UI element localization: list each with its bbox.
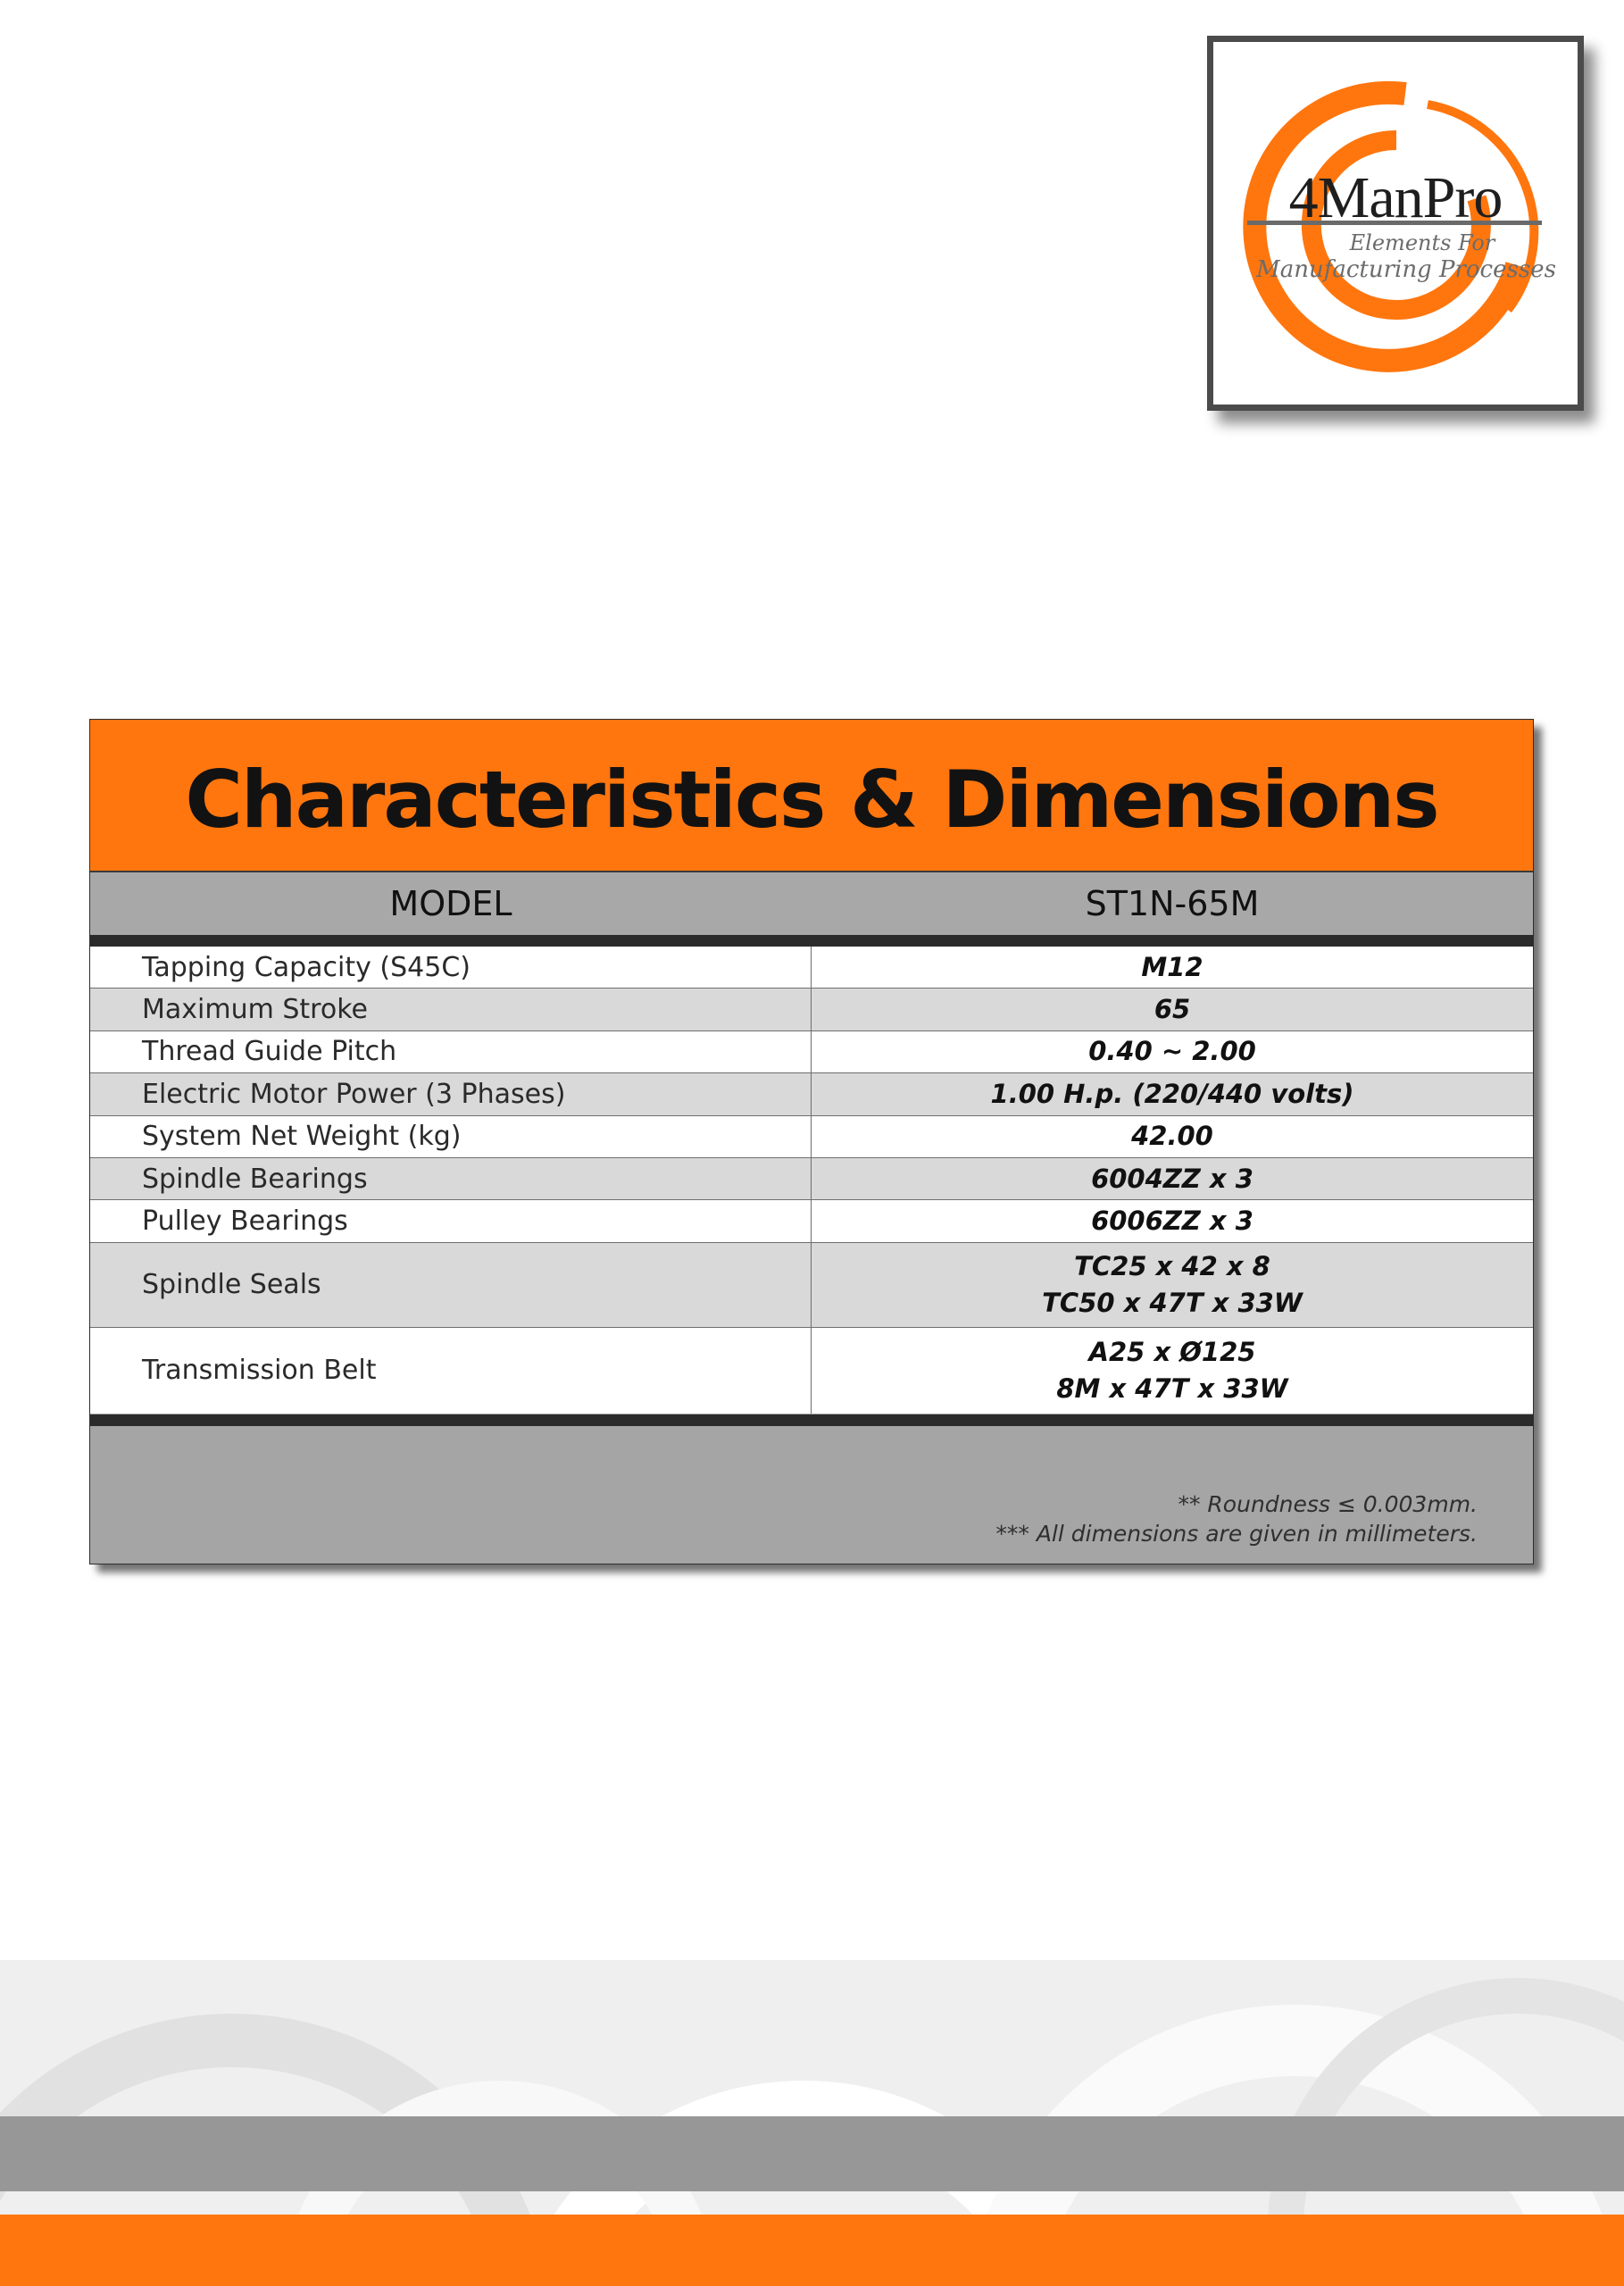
table-row bbox=[90, 1158, 1533, 1200]
spec-value: 1.00 H.p. (220/440 volts) bbox=[990, 1078, 1354, 1109]
spec-value: M12 bbox=[1141, 951, 1203, 982]
model-header-row bbox=[90, 872, 1533, 935]
table-row bbox=[90, 1328, 1533, 1414]
divider bbox=[90, 1414, 1533, 1426]
spec-label: Thread Guide Pitch bbox=[90, 1031, 812, 1072]
spec-value-line: TC25 x 42 x 8 bbox=[1074, 1250, 1270, 1281]
spec-label: Spindle Bearings bbox=[90, 1158, 812, 1199]
spec-label: System Net Weight (kg) bbox=[90, 1116, 812, 1157]
model-header-value: ST1N-65M bbox=[1085, 884, 1260, 923]
divider bbox=[90, 935, 1533, 947]
footer-orange-band bbox=[0, 2215, 1624, 2286]
footnote: ** Roundness ≤ 0.003mm. bbox=[1178, 1491, 1478, 1517]
table-row bbox=[90, 989, 1533, 1030]
table-row bbox=[90, 947, 1533, 989]
logo-tagline-2: Manufacturing Processes bbox=[1256, 256, 1556, 283]
company-logo bbox=[1207, 36, 1584, 411]
table-row bbox=[90, 1031, 1533, 1073]
spec-value-line: TC50 x 47T x 33W bbox=[1042, 1287, 1303, 1318]
specifications-panel bbox=[89, 719, 1534, 1564]
spec-table bbox=[90, 947, 1533, 1414]
table-row bbox=[90, 1073, 1533, 1115]
table-row bbox=[90, 1243, 1533, 1329]
spec-value: 0.40 ~ 2.00 bbox=[1088, 1036, 1256, 1067]
spec-value: 65 bbox=[1153, 994, 1191, 1025]
spec-label: Spindle Seals bbox=[90, 1243, 812, 1328]
spec-value bbox=[812, 1328, 1533, 1414]
spec-value bbox=[812, 1243, 1533, 1328]
logo-wordmark: 4ManPro bbox=[1288, 165, 1503, 230]
spec-label: Electric Motor Power (3 Phases) bbox=[90, 1073, 812, 1114]
spec-value-line: 8M x 47T x 33W bbox=[1056, 1372, 1288, 1404]
spec-value-line: A25 x Ø125 bbox=[1088, 1336, 1256, 1367]
footnote: *** All dimensions are given in millimeters. bbox=[995, 1521, 1478, 1547]
table-row bbox=[90, 1200, 1533, 1242]
table-row bbox=[90, 1116, 1533, 1158]
spec-label: Pulley Bearings bbox=[90, 1200, 812, 1241]
model-header-label: MODEL bbox=[389, 884, 512, 923]
spec-label: Tapping Capacity (S45C) bbox=[90, 947, 812, 988]
panel-header bbox=[90, 720, 1533, 872]
spec-value: 6006ZZ x 3 bbox=[1091, 1206, 1253, 1237]
footnotes bbox=[995, 1489, 1478, 1548]
logo-tagline-1: Elements For bbox=[1349, 230, 1495, 255]
footer-grey-band bbox=[0, 2116, 1624, 2191]
spec-value: 6004ZZ x 3 bbox=[1091, 1163, 1253, 1194]
spec-label: Transmission Belt bbox=[90, 1328, 812, 1414]
page-title: Characteristics & Dimensions bbox=[185, 754, 1438, 846]
spec-label: Maximum Stroke bbox=[90, 989, 812, 1030]
spec-value: 42.00 bbox=[1131, 1121, 1213, 1152]
